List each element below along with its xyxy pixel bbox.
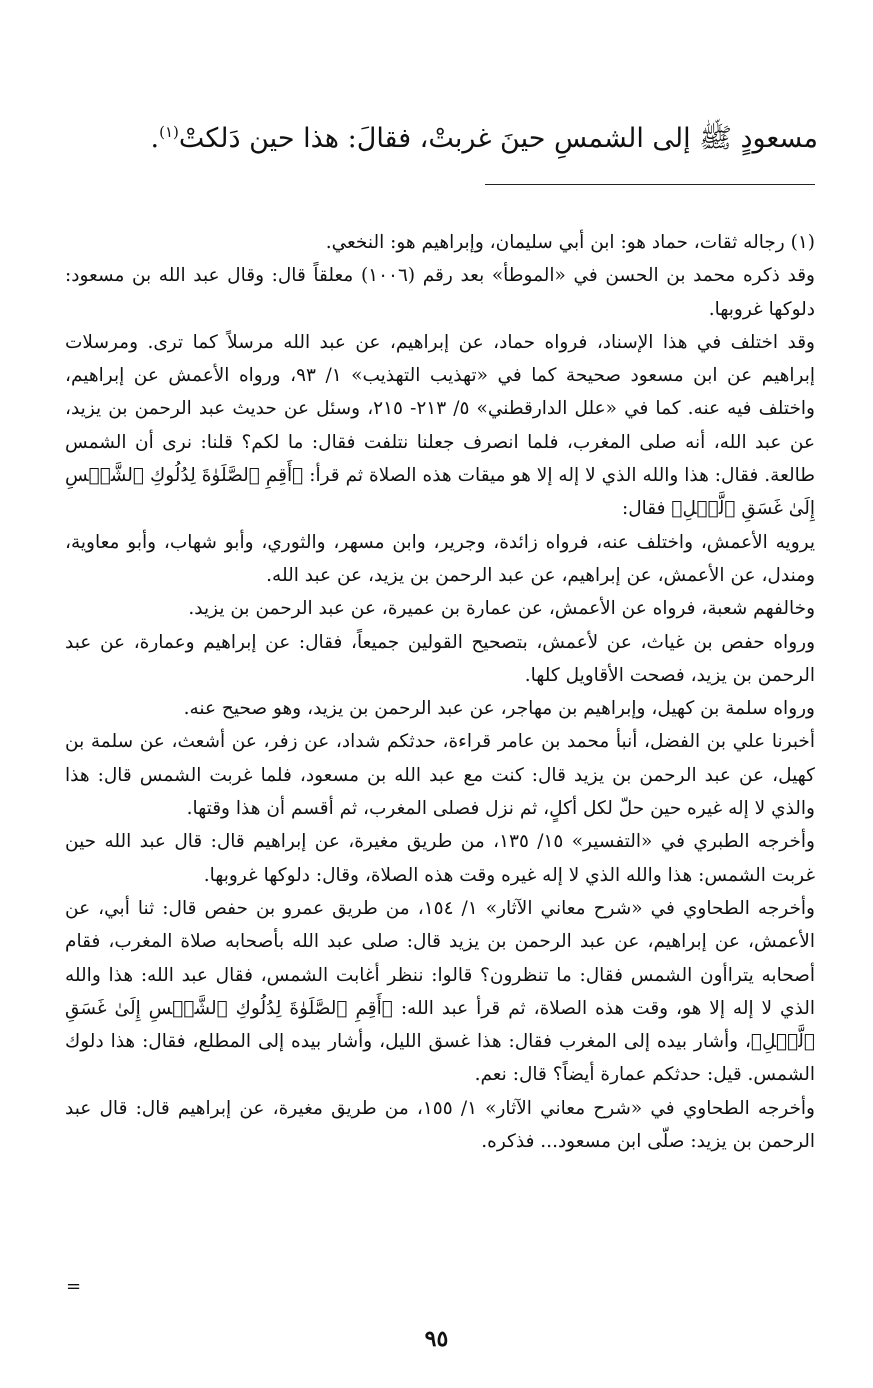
footnote-paragraph: وأخرجه الطحاوي في «شرح معاني الآثار» ١/ ١٥٤، من طريق عمرو بن حفص قال: ثنا أبي، عن الأعمش، عن إبراهيم، عن عبد الرحمن بن يزيد قال: صلى عبد الله بأصحابه صلاة المغرب، فقام أصحابه يتراأون الشمس فقال: ما تنظرون؟ قالوا: ننظر أغابت الشمس، فقال عبد الله: هذا والله الذي لا إله إلا هو، وقت هذه الصلاة، ثم قرأ عبد الله: ﴿أَقِمِ ٱلصَّلَوٰةَ لِدُلُوكِ ٱلشَّمۡسِ إِلَىٰ غَسَقِ ٱلَّيۡلِ﴾، وأشار بيده إلى المغرب فقال: هذا غسق الليل، وأشار بيده إلى المطلع، فقال: هذا دلوك الشمس. قيل: حدثكم عمارة أيضاً؟ قال: نعم. [65, 897, 815, 1086]
footnote-paragraph: وقد ذكره محمد بن الحسن في «الموطأ» بعد رقم (١٠٠٦) معلقاً قال: وقال عبد الله بن مسعود: دلوكها غروبها. [65, 265, 815, 320]
footnotes [65, 226, 815, 1158]
footnote-paragraph: وخالفهم شعبة، فرواه عن الأعمش، عن عمارة بن عميرة، عن عبد الرحمن بن يزيد. [188, 598, 815, 620]
footnote-paragraph: أخبرنا علي بن الفضل، أنبأ محمد بن عامر قراءة، حدثكم شداد، عن زفر، عن أشعث، عن سلمة بن كهيل، عن عبد الرحمن بن يزيد قال: كنت مع عبد الله بن مسعود، فلما غربت الشمس قال: هذا والذي لا إله غيره حين حلّ لكل أكلٍ، ثم نزل فصلى المغرب، ثم أقسم أن هذا وقتها. [65, 731, 815, 820]
main-text-body: مسعودٍ ﷺ إلى الشمسِ حينَ غربتْ، فقالَ: هذا حين دَلكتْ [178, 123, 818, 154]
continuation-mark: = [66, 1276, 82, 1297]
footnote-paragraph: يرويه الأعمش، واختلف عنه، فرواه زائدة، وجرير، وابن مسهر، والثوري، وأبو شهاب، وأبو معاوية، ومندل، عن الأعمش، عن إبراهيم، عن عبد الرحمن بن يزيد، عن عبد الله. [65, 531, 815, 586]
footnote-paragraph: وأخرجه الطبري في «التفسير» ١٥/ ١٣٥، من طريق مغيرة، عن إبراهيم قال: قال عبد الله حين غربت الشمس: هذا والله الذي لا إله غيره وقت هذه الصلاة، وقال: دلوكها غروبها. [65, 831, 815, 886]
footnote-paragraph: (١) رجاله ثقات، حماد هو: ابن أبي سليمان، وإبراهيم هو: النخعي. [325, 232, 815, 253]
footnote-paragraph: ورواه سلمة بن كهيل، وإبراهيم بن مهاجر، عن عبد الرحمن بن يزيد، وهو صحيح عنه. [183, 698, 815, 720]
footnote-reference: (١) [159, 123, 179, 141]
footnote-paragraph: وقد اختلف في هذا الإسناد، فرواه حماد، عن إبراهيم، عن عبد الله مرسلاً كما ترى. ومرسلات إبراهيم عن ابن مسعود صحيحة كما في «تهذيب التهذيب» ١/ ٩٣، ورواه الأعمش عن إبراهيم، واختلف فيه عنه. كما في «علل الدارقطني» ٥/ ٢١٣- ٢١٥، وسئل عن حديث عبد الرحمن بن يزيد، عن عبد الله، أنه صلى المغرب، فلما انصرف جعلنا نتلفت فقال: ما لكم؟ قلنا: نرى أن الشمس طالعة. فقال: هذا والله الذي لا إله إلا هو ميقات هذه الصلاة ثم قرأ: ﴿أَقِمِ ٱلصَّلَوٰةَ لِدُلُوكِ ٱلشَّمۡسِ إِلَىٰ غَسَقِ ٱلَّيۡلِ﴾ فقال: [65, 331, 815, 520]
footnote-separator [485, 184, 815, 185]
page-number: ٩٥ [424, 1326, 449, 1352]
main-text: مسعودٍ ﷺ إلى الشمسِ حينَ غربتْ، فقالَ: هذا حين دَلكتْ$^{(١)}$. [150, 123, 818, 154]
footnote-paragraph: ورواه حفص بن غياث، عن لأعمش، بتصحيح القولين جميعاً، فقال: عن إبراهيم وعمارة، عن عبد الرحمن بن يزيد، فصحت الأقاويل كلها. [65, 631, 815, 686]
footnote-paragraph: وأخرجه الطحاوي في «شرح معاني الآثار» ١/ ١٥٥، من طريق مغيرة، عن إبراهيم قال: قال عبد الرحمن بن يزيد: صلّى ابن مسعود... فذكره. [65, 1097, 815, 1153]
